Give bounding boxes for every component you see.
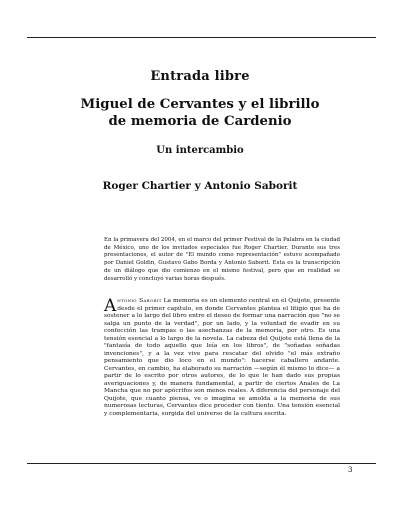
intro-paragraph: En la primavera del 2004, en el marco del primer Festival de la Palabra en la ciudad de México, uno de los invitados especiales fue Roger Chartier. Durante sus tres presentaciones, el autor de "El mundo como representación" estuvo acompañado por Daniel Goldin, Gustavo Gabo Borda y Antonio Saborit. Esta es la transcripción de un diálogo que dio comienzo en el mismo festival, pero que en realidad se desarrolló y concluyó varias horas después. <box>104 237 340 282</box>
article-authors: Roger Chartier y Antonio Saborit <box>102 180 298 192</box>
top-rule <box>27 37 376 38</box>
drop-cap: A <box>104 296 117 316</box>
article-subtitle: Un intercambio <box>156 145 244 156</box>
speaker-name: ntonio Saborit <box>117 298 162 304</box>
title-line-1: Miguel de Cervantes y el librillo <box>80 97 320 112</box>
page-number: 3 <box>348 466 353 474</box>
bottom-rule <box>27 463 376 464</box>
article-title <box>0 96 400 130</box>
body-paragraph <box>104 298 340 418</box>
title-line-2: de memoria de Cardenio <box>108 114 292 129</box>
section-label: Entrada libre <box>150 69 250 84</box>
body-text: La memoria es un elemento central en el Quijote, presente desde el primer capítulo, en donde Cervantes plantea el litigio que ha de sostener a lo largo del libro entre el deseo de formar una narración que "no se salga un punto de la verdad", por un lado, y la voluntad de evadir en su confección las trampas o las asechanzas de la memoria, por otro. Es una tensión esencial a lo largo de la novela. La cabeza del Quijote está llena de la "fantasía de todo aquello que leía en los libros", de "soñadas soñadas invenciones", y a la vez vive para rescatar del olvido "el más extraño pensamiento que dio loco en el mundo": hacerse caballero andante. Cervantes, en cambio, ha elaborado su narración —según él mismo lo dice— a partir de lo escrito por otros autores, de lo que le han dado sus propias averiguaciones y, de manera fundamental, a partir de ciertos Anales de La Mancha que no por apócrifos son menos reales. A diferencia del personaje del Quijote, que cuanto piensa, ve o imagina se amolda a la memoria de sus numerosas lecturas, Cervantes dice proceder con tiento. Una tensión esencial y complementaria, surgida del universo de la cultura escrita. <box>104 298 341 417</box>
